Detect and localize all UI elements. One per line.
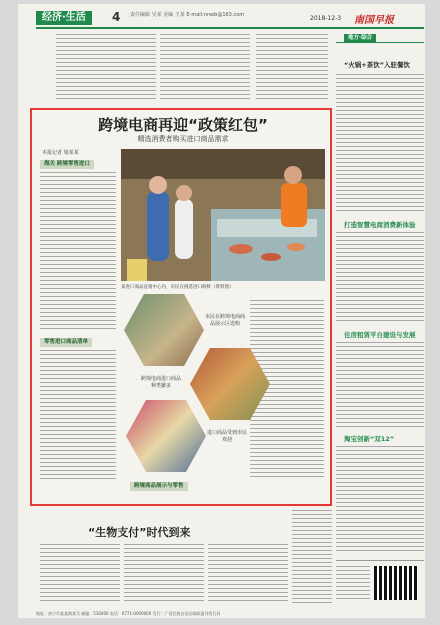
ad-divider: [336, 560, 424, 561]
feature-subtitle: 精选消费者购买进口商品需求: [137, 135, 229, 143]
page-header: [18, 4, 425, 28]
ad-text: [336, 566, 370, 600]
bottom-text-col1: [40, 544, 120, 604]
sidebar-text-2: [336, 232, 424, 324]
feature-text-col1: [40, 172, 116, 332]
sidebar-head-1: “火锅+茶饮”入驻餐饮: [344, 61, 410, 69]
section-label: 经济·生活: [36, 11, 92, 25]
feature-subhead-1: 海关 跨境零售进口: [40, 160, 94, 169]
sidebar-head-2: 打造智慧电商消费新体验: [344, 221, 416, 229]
bottom-text-col3: [208, 544, 288, 604]
feature-bottom-caption: 跨境商品展示与零售: [130, 482, 188, 491]
sidebar-tag: 地方·综合: [344, 34, 376, 43]
page-footer: 地址：南宁市某某路某号 邮编：530000 电话：0771-0000000 发行：广西壮族自治区邮政报刊发行局: [36, 611, 221, 616]
feature-subhead-2: 零售进口商品清单: [40, 338, 92, 347]
sidebar-head-3: 住房租赁平台建设与发展: [344, 331, 416, 339]
sidebar-top-rule: [336, 42, 424, 53]
main-photo-caption: 某进口商品直销中心内，市民在挑选进口海鲜（资料图）: [121, 285, 234, 290]
sidebar-head-4: 淘宝创新“双12”: [344, 435, 395, 443]
qr-code: [374, 566, 418, 600]
page-meta: 责任编辑 吴某 美编 王某 E-mail:nnwb@163.com: [130, 12, 245, 18]
bottom-text-col4: [292, 510, 332, 604]
issue-date: 2018-12-3: [310, 15, 342, 22]
bottom-article-title: “生物支付”时代到来: [88, 526, 191, 539]
feature-byline: 本报记者 梁某某: [42, 150, 79, 156]
top-article-col2: [160, 34, 250, 100]
sidebar-text-1: [336, 74, 424, 214]
hex-caption-1: 市民在跨境电商商品展示区选购: [204, 314, 245, 327]
feature-text-col1b: [40, 350, 116, 480]
header-rule: [36, 27, 424, 29]
sidebar-text-4: [336, 446, 424, 554]
page-number: 4: [112, 10, 121, 24]
hex-caption-2: 跨境电商进口商品种类繁多: [140, 376, 181, 389]
bottom-text-col2: [124, 544, 204, 604]
sidebar-text-3: [336, 342, 424, 428]
top-article-col3: [256, 34, 328, 100]
top-article-col1: [56, 34, 156, 100]
newspaper-logo: 南国早报: [354, 15, 394, 26]
newspaper-page: [18, 4, 425, 618]
feature-title: 跨境电商再迎“政策红包”: [98, 116, 268, 134]
main-photo: [121, 149, 325, 281]
hex-caption-3: 进口商品受到市民欢迎: [206, 430, 247, 443]
